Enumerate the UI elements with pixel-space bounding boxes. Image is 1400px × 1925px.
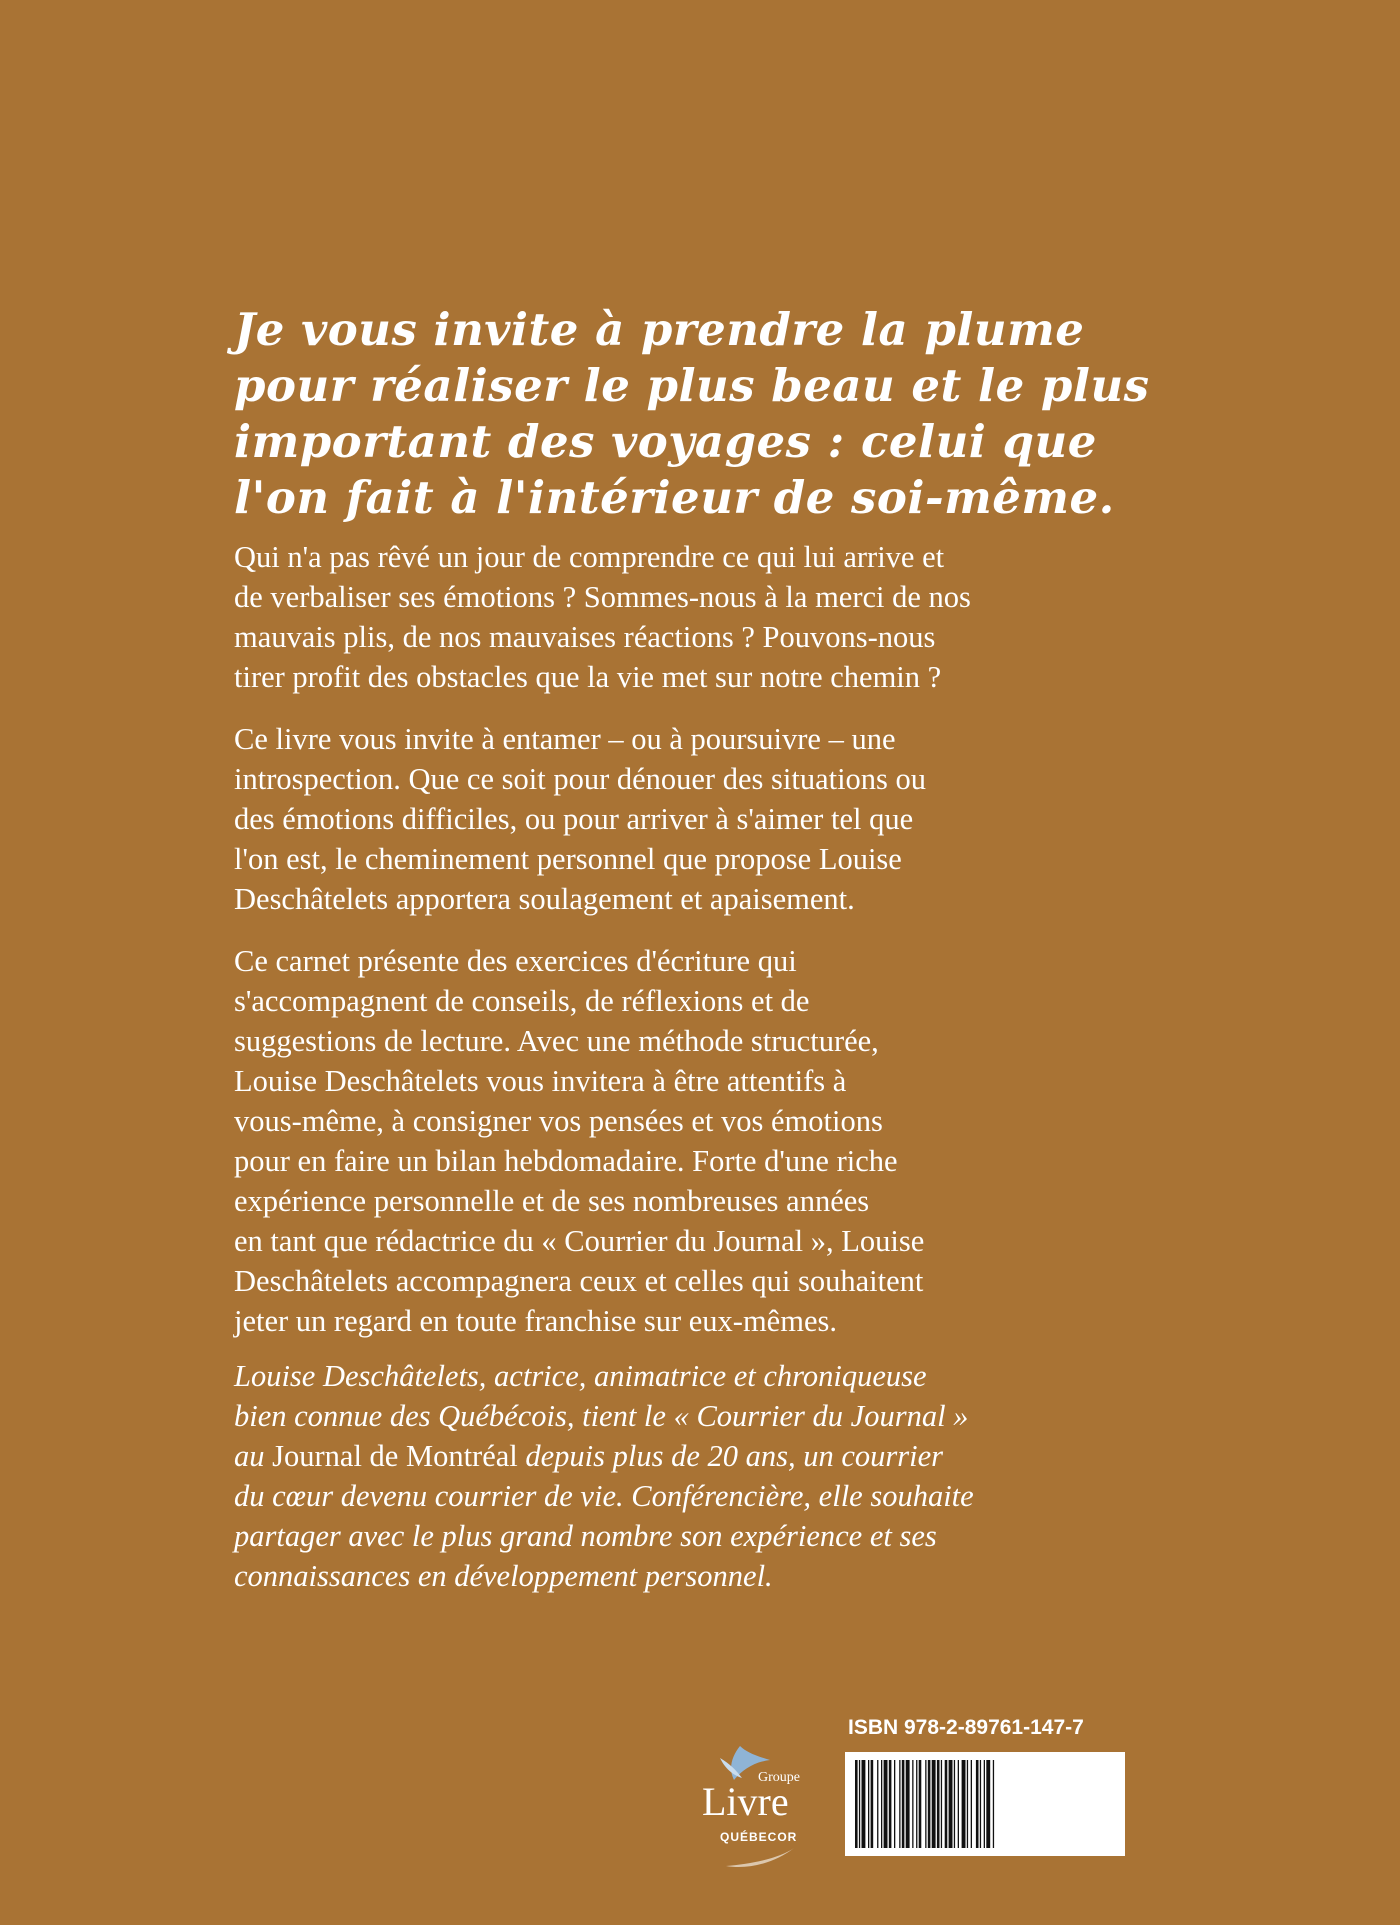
text-line: Qui n'a pas rêvé un jour de comprendre ce qui lui arrive et xyxy=(234,540,945,574)
barcode-bar xyxy=(894,1760,895,1848)
text-line: Deschâtelets apportera soulagement et apaisement. xyxy=(234,882,855,916)
text-line: pour en faire un bilan hebdomadaire. Forte d'une riche xyxy=(234,1144,898,1178)
barcode-icon xyxy=(855,1760,1115,1848)
bio-line: du cœur devenu courrier de vie. Conférencière, elle souhaite xyxy=(234,1479,974,1513)
barcode-bar xyxy=(971,1760,972,1848)
bio-line: partager avec le plus grand nombre son expérience et ses xyxy=(234,1519,937,1553)
barcode-bar xyxy=(868,1760,869,1848)
text-line: de verbaliser ses émotions ? Sommes-nous à la merci de nos xyxy=(234,580,971,614)
barcode-bar xyxy=(877,1760,878,1848)
barcode-bar xyxy=(993,1760,994,1848)
bio-line: connaissances en développement personnel. xyxy=(234,1559,773,1593)
bio-line: bien connue des Québécois, tient le « Courrier du Journal » xyxy=(234,1399,969,1433)
quote-line: l'on fait à l'intérieur de soi-même. xyxy=(234,471,1115,524)
text-line: Deschâtelets accompagnera ceux et celles qui souhaitent xyxy=(234,1264,924,1298)
barcode-bar xyxy=(949,1760,953,1848)
logo-groupe-text: Groupe xyxy=(758,1770,800,1785)
newspaper-name: Journal de Montréal xyxy=(272,1439,518,1473)
barcode-bar xyxy=(902,1760,905,1848)
author-bio xyxy=(234,1356,1234,1596)
barcode-bar xyxy=(899,1760,900,1848)
text-line: suggestions de lecture. Avec une méthode structurée, xyxy=(234,1024,879,1058)
barcode-bar xyxy=(884,1760,888,1848)
paragraph-2 xyxy=(234,719,1234,919)
barcode-bar xyxy=(954,1760,955,1848)
text-line: tirer profit des obstacles que la vie met sur notre chemin ? xyxy=(234,660,942,694)
text-line: Ce livre vous invite à entamer – ou à poursuivre – une xyxy=(234,722,896,756)
logo-quebecor-text: QUÉBECOR xyxy=(720,1830,798,1844)
barcode-bar xyxy=(984,1760,985,1848)
barcode-bar xyxy=(962,1760,966,1848)
barcode-bar xyxy=(912,1760,913,1848)
barcode-bar xyxy=(945,1760,948,1848)
quote-line: pour réaliser le plus beau et le plus xyxy=(234,359,1150,412)
bio-text: depuis plus de 20 ans, un courrier xyxy=(517,1439,944,1473)
barcode xyxy=(845,1752,1125,1856)
barcode-bar xyxy=(967,1760,968,1848)
barcode-bar xyxy=(906,1760,910,1848)
bio-line: Louise Deschâtelets, actrice, animatrice et chroniqueuse xyxy=(234,1359,927,1393)
barcode-bar xyxy=(889,1760,892,1848)
barcode-bar xyxy=(855,1760,858,1848)
text-line: jeter un regard en toute franchise sur eux-mêmes. xyxy=(234,1304,837,1338)
barcode-bar xyxy=(859,1760,860,1848)
paragraph-3 xyxy=(234,941,1234,1341)
publisher-logo xyxy=(690,1740,820,1875)
barcode-bar xyxy=(986,1760,990,1848)
text-line: introspection. Que ce soit pour dénouer des situations ou xyxy=(234,762,927,796)
barcode-bar xyxy=(976,1760,979,1848)
barcode-bar xyxy=(980,1760,981,1848)
barcode-bar xyxy=(937,1760,940,1848)
text-line: Louise Deschâtelets vous invitera à être attentifs à xyxy=(234,1064,847,1098)
text-line: en tant que rédactrice du « Courrier du Journal », Louise xyxy=(234,1224,925,1258)
bio-line xyxy=(234,1436,1234,1476)
barcode-bar xyxy=(932,1760,936,1848)
barcode-bar xyxy=(958,1760,959,1848)
text-line: des émotions difficiles, ou pour arriver à s'aimer tel que xyxy=(234,802,914,836)
text-line: Ce carnet présente des exercices d'écriture qui xyxy=(234,944,797,978)
text-line: s'accompagnent de conseils, de réflexions et de xyxy=(234,984,810,1018)
text-line: expérience personnelle et de ses nombreuses années xyxy=(234,1184,870,1218)
description xyxy=(234,537,1234,1363)
quote-line: important des voyages : celui que xyxy=(234,415,1097,468)
barcode-bar xyxy=(871,1760,874,1848)
paragraph-1 xyxy=(234,537,1234,697)
barcode-bar xyxy=(881,1760,882,1848)
isbn-label: ISBN 978-2-89761-147-7 xyxy=(848,1716,1084,1739)
pull-quote xyxy=(234,302,1234,526)
text-line: l'on est, le cheminement personnel que propose Louise xyxy=(234,842,902,876)
logo-livre-text: Livre xyxy=(702,1779,789,1824)
barcode-bar xyxy=(941,1760,942,1848)
barcode-bar xyxy=(925,1760,926,1848)
quote-line: Je vous invite à prendre la plume xyxy=(234,303,1085,356)
text-line: vous-même, à consigner vos pensées et vos émotions xyxy=(234,1104,883,1138)
barcode-bar xyxy=(862,1760,866,1848)
bio-text: au xyxy=(234,1439,273,1473)
text-line: mauvais plis, de nos mauvaises réactions ? Pouvons-nous xyxy=(234,620,936,654)
barcode-bar xyxy=(919,1760,922,1848)
barcode-bar xyxy=(928,1760,931,1848)
barcode-bar xyxy=(916,1760,917,1848)
